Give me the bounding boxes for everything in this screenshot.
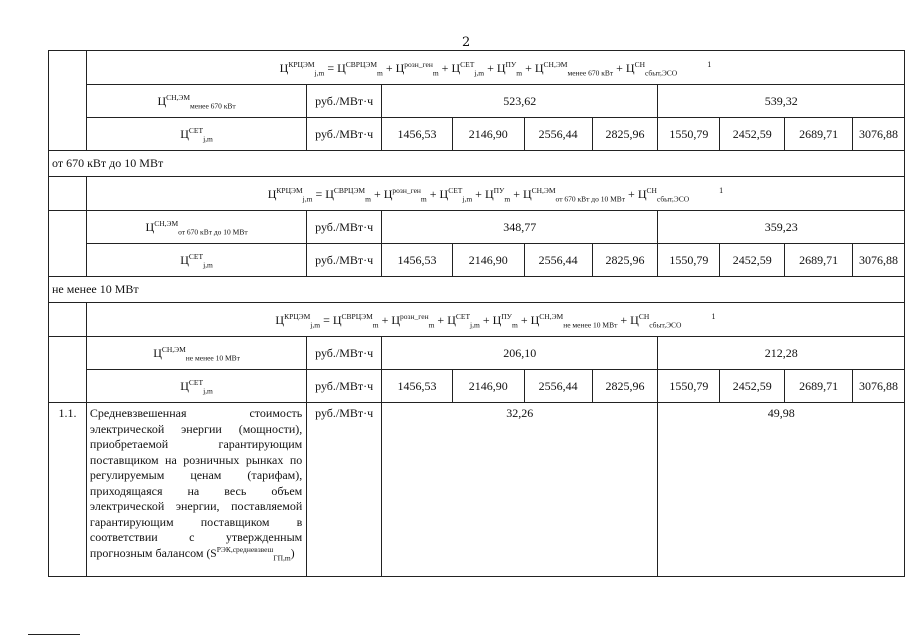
variable-symbol [86,370,306,403]
page-number: 2 [462,35,471,50]
tariff-value: 2825,96 [592,370,658,403]
unit: руб./МВт·ч [307,370,382,403]
set-row [49,370,905,403]
tariff-value: 3076,88 [852,370,904,403]
variable-symbol [86,85,306,118]
sn-row [49,85,905,118]
value-period-1: 348,77 [382,211,658,244]
price-symbol: $Ц^{СЕТ}_{j,m}$ [180,125,213,143]
unit: руб./МВт·ч [307,244,382,277]
unit: руб./МВт·ч [307,403,382,577]
unit: руб./МВт·ч [307,211,382,244]
item-row-1-1 [49,403,905,577]
value-period-2: 539,32 [658,85,905,118]
tariff-value: 2556,44 [524,244,592,277]
description-text: Средневзвешенная стоимость электрической энергии (мощности), приобретаемой гарантирующим поставщиком на розничных рынках по регулируемым ценам (тарифам), приходящаяся на весь объем электрической энергии, поставляемой гарантирующим поставщиком в соответствии с утвержденным прогнозным балансом [89,406,303,560]
value-period-1: 32,26 [382,403,658,577]
description-symbol: $(S^{РЭК,средневзвеш}_{ГП,m})$ [206,544,295,562]
tariff-value: 2452,59 [720,118,785,151]
tariff-value: 2146,90 [452,370,524,403]
price-symbol: $Ц^{СЕТ}_{j,m}$ [180,377,213,395]
tariff-value: 1456,53 [382,370,453,403]
value-period-1: 206,10 [382,337,658,370]
value-period-2: 49,98 [658,403,905,577]
row-number-empty [49,211,87,277]
variable-symbol [86,244,306,277]
tariff-value: 1550,79 [658,118,720,151]
sn-row [49,211,905,244]
section-label: от 670 кВт до 10 МВт [49,151,905,177]
tariff-value: 2556,44 [524,370,592,403]
tariff-value: 2825,96 [592,244,658,277]
formula: $Ц^{КРЦЭМ}_{j,m} = Ц^{СВРЦЭМ}_m + Ц^{розн\_ген}_m + Ц^{СЕТ}_{j,m} + Ц^{ПУ}_m + Ц^{СН,ЭМ}_{от 670 кВт до 10 МВт} + Ц^{СН}_{сбыт,ЭСО}^1$ [86,177,904,211]
row-number-empty [49,337,87,403]
price-symbol: $Ц^{СН,ЭМ}_{от 670 кВт до 10 МВт}$ [145,218,248,236]
variable-symbol [86,337,306,370]
tariff-value: 1550,79 [658,370,720,403]
tariff-value: 1456,53 [382,244,453,277]
tariff-value: 2689,71 [785,370,853,403]
unit: руб./МВт·ч [307,337,382,370]
variable-symbol [86,118,306,151]
tariff-value: 2146,90 [452,244,524,277]
formula-row [49,177,905,211]
tariff-value: 2452,59 [720,244,785,277]
price-symbol: $Ц^{СЕТ}_{j,m}$ [180,251,213,269]
row-number-empty [49,51,87,151]
tariff-value: 1550,79 [658,244,720,277]
section-row [49,151,905,177]
formula-reference: 1 [719,185,724,195]
footnote-line [28,634,80,635]
tariff-value: 3076,88 [852,118,904,151]
tariff-value: 2146,90 [452,118,524,151]
unit: руб./МВт·ч [307,85,382,118]
tariff-value: 2689,71 [785,244,853,277]
set-row [49,244,905,277]
value-period-1: 523,62 [382,85,658,118]
value-period-2: 359,23 [658,211,905,244]
variable-symbol [86,211,306,244]
tariff-value: 2689,71 [785,118,853,151]
tariff-value: 2452,59 [720,370,785,403]
price-symbol: $Ц^{СН,ЭМ}_{менее 670 кВт}$ [157,92,236,110]
price-symbol: $Ц^{СН,ЭМ}_{не менее 10 МВт}$ [153,344,240,362]
tariff-value: 2556,44 [524,118,592,151]
tariff-value: 2825,96 [592,118,658,151]
section-label: не менее 10 МВт [49,277,905,303]
tariff-value: 3076,88 [852,244,904,277]
formula-reference: 1 [707,59,712,69]
sn-row [49,337,905,370]
formula: $Ц^{КРЦЭМ}_{j,m} = Ц^{СВРЦЭМ}_m + Ц^{розн\_ген}_m + Ц^{СЕТ}_{j,m} + Ц^{ПУ}_m + Ц^{СН,ЭМ}_{не менее 10 МВт} + Ц^{СН}_{сбыт,ЭСО}^1$ [86,303,904,337]
row-number: 1.1. [49,403,87,577]
row-number-empty [49,303,87,337]
formula: $Ц^{КРЦЭМ}_{j,m} = Ц^{СВРЦЭМ}_m + Ц^{розн\_ген}_m + Ц^{СЕТ}_{j,m} + Ц^{ПУ}_m + Ц^{СН,ЭМ}_{менее 670 кВт} + Ц^{СН}_{сбыт,ЭСО}^1$ [86,51,904,85]
set-row [49,118,905,151]
tariff-value: 1456,53 [382,118,453,151]
tariff-table [48,50,905,577]
row-number-empty [49,177,87,211]
section-row [49,277,905,303]
value-period-2: 212,28 [658,337,905,370]
item-description [86,403,306,577]
formula-row [49,51,905,85]
formula-reference: 1 [711,311,716,321]
unit: руб./МВт·ч [307,118,382,151]
formula-row [49,303,905,337]
